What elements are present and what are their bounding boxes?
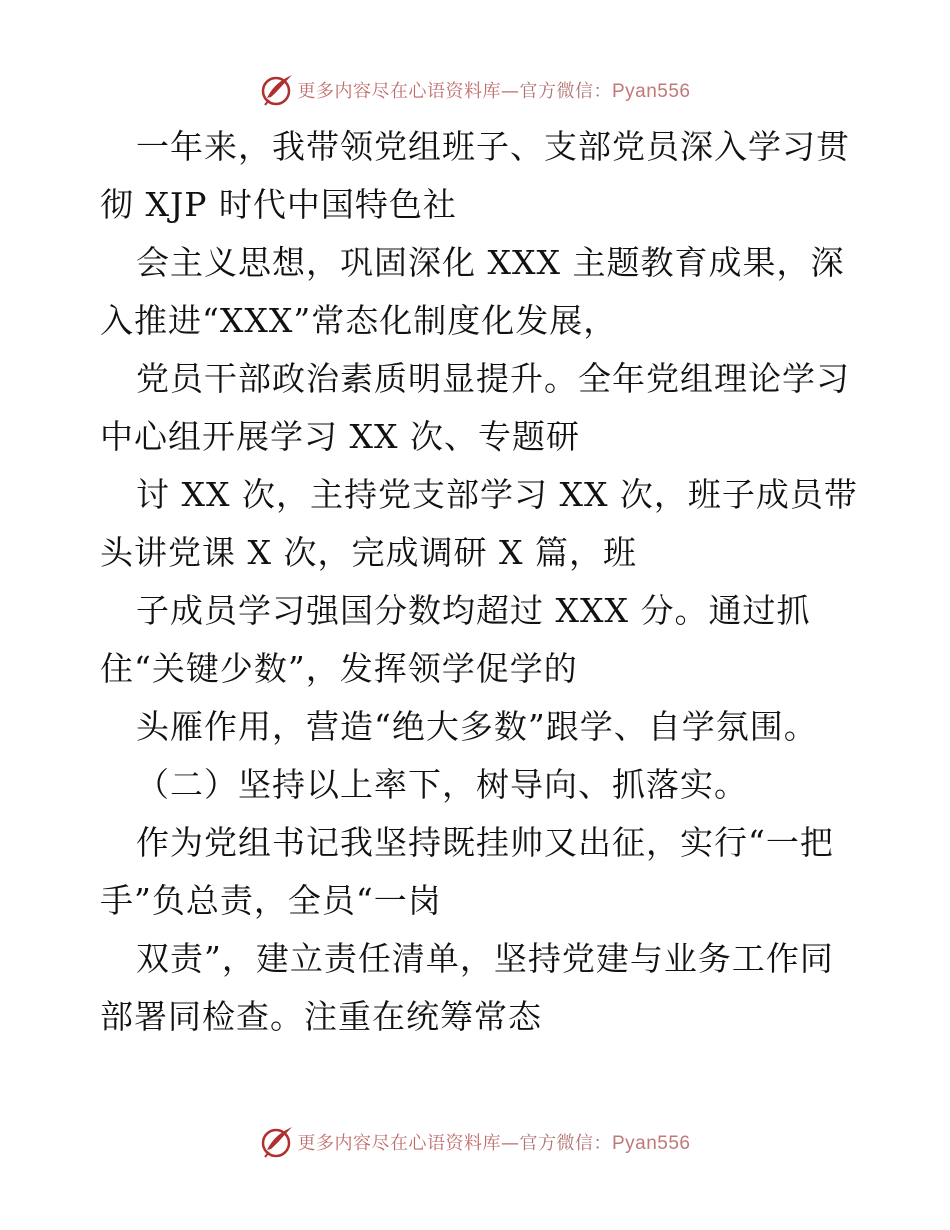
quill-logo-icon	[259, 72, 295, 108]
watermark-text: 更多内容尽在心语资料库—官方微信：Pyan556	[297, 81, 691, 102]
section-heading: （二）坚持以上率下，树导向、抓落实。	[136, 765, 748, 804]
text-line: 中心组开展学习 XX 次、专题研	[100, 417, 580, 456]
text-line: 一年来，我带领党组班子、支部党员深入学习贯	[136, 127, 850, 166]
text-line: 部署同检查。注重在统筹常态	[100, 997, 542, 1036]
document-body	[100, 118, 860, 1046]
header-watermark	[0, 70, 950, 110]
watermark-text: 更多内容尽在心语资料库—官方微信：Pyan556	[297, 1133, 691, 1154]
text-line: 入推进“XXX”常态化制度化发展，	[100, 301, 618, 340]
text-line: 手”负总责，全员“一岗	[100, 881, 442, 920]
footer-watermark	[0, 1122, 950, 1162]
text-line: 讨 XX 次，主持党支部学习 XX 次，班子成员带	[136, 475, 858, 514]
text-line: 会主义思想，巩固深化 XXX 主题教育成果，深	[136, 243, 845, 282]
text-line: 住“关键少数”，发挥领学促学的	[100, 649, 578, 688]
text-line: 双责”，建立责任清单，坚持党建与业务工作同	[136, 939, 834, 978]
text-line: 作为党组书记我坚持既挂帅又出征，实行“一把	[136, 823, 834, 862]
text-line: 党员干部政治素质明显提升。全年党组理论学习	[136, 359, 850, 398]
text-line: 彻 XJP 时代中国特色社	[100, 185, 457, 224]
text-line: 头雁作用，营造“绝大多数”跟学、自学氛围。	[136, 707, 818, 746]
text-line: 头讲党课 X 次，完成调研 X 篇，班	[100, 533, 637, 572]
text-line: 子成员学习强国分数均超过 XXX 分。通过抓	[136, 591, 811, 630]
quill-logo-icon	[259, 1124, 295, 1160]
